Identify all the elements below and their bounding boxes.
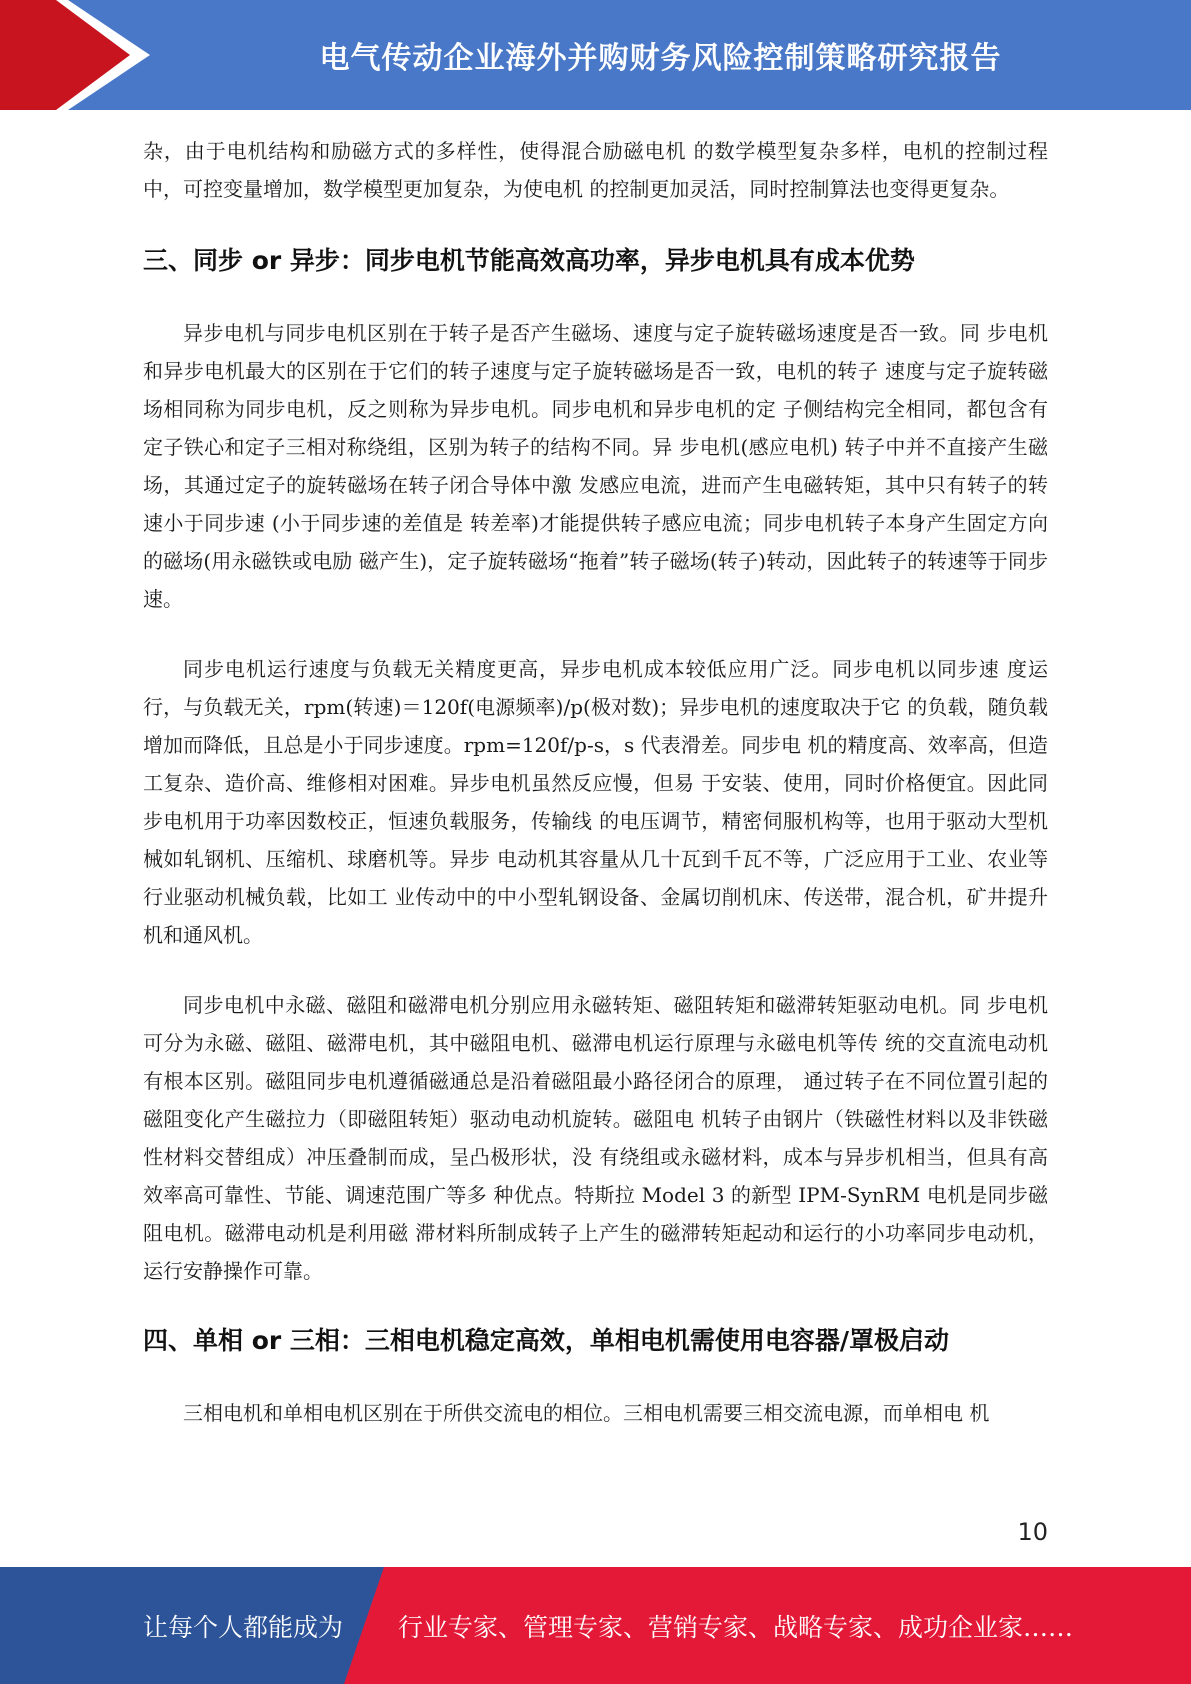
section-4-heading: 四、单相 or 三相：三相电机稳定高效，单相电机需使用电容器/罩极启动 — [143, 1326, 950, 1355]
section-3-paragraph-2: 同步电机运行速度与负载无关精度更高，异步电机成本较低应用广泛。同步电机以同步速 度运行，与负载无关，rpm(转速)＝120f(电源频率)/p(极对数)；异步电机的速度取决于它 的负载，随负载增加而降低，且总是小于同步速度。rpm=120f/p-s，s 代表滑差。同步电 机的精度高、效率高，但造工复杂、造价高、维修相对困难。异步电机虽然反应慢，但易 于安装、使用，同时价格便宜。因此同步电机用于功率因数校正，恒速负载服务，传输线 的电压调节，精密伺服机构等，也用于驱动大型机械如轧钢机、压缩机、球磨机等。异步 电动机其容量从几十瓦到千瓦不等，广泛应用于工业、农业等行业驱动机械负载，比如工 业传动中的中小型轧钢设备、金属切削机床、传送带，混合机，矿井提升机和通风机。 — [143, 657, 1048, 947]
section-4-paragraph-1: 三相电机和单相电机区别在于所供交流电的相位。三相电机需要三相交流电源，而单相电 机 — [183, 1401, 990, 1425]
page-footer — [0, 1567, 1191, 1684]
document-body — [143, 132, 1048, 1432]
intro-paragraph: 杂，由于电机结构和励磁方式的多样性，使得混合励磁电机 的数学模型复杂多样，电机的控制过程中，可控变量增加，数学模型更加复杂，为使电机 的控制更加灵活，同时控制算法也变得更复杂。 — [143, 139, 1048, 201]
section-3-paragraph-3: 同步电机中永磁、磁阻和磁滞电机分别应用永磁转矩、磁阻转矩和磁滞转矩驱动电机。同 步电机可分为永磁、磁阻、磁滞电机，其中磁阻电机、磁滞电机运行原理与永磁电机等传 统的交直流电动机有根本区别。磁阻同步电机遵循磁通总是沿着磁阻最小路径闭合的原理， 通过转子在不同位置引起的磁阻变化产生磁拉力（即磁阻转矩）驱动电动机旋转。磁阻电 机转子由钢片（铁磁性材料以及非铁磁性材料交替组成）冲压叠制而成，呈凸极形状，没 有绕组或永磁材料，成本与异步机相当，但具有高效率高可靠性、节能、调速范围广等多 种优点。特斯拉 Model 3 的新型 IPM-SynRM 电机是同步磁阻电机。磁滞电动机是利用磁 滞材料所制成转子上产生的磁滞转矩起动和运行的小功率同步电动机，运行安静操作可靠。 — [143, 993, 1048, 1283]
footer-slogan-left: 让每个人都能成为 — [143, 1612, 344, 1642]
page-number: 10 — [1017, 1518, 1048, 1546]
section-3-paragraph-1: 异步电机与同步电机区别在于转子是否产生磁场、速度与定子旋转磁场速度是否一致。同 步电机和异步电机最大的区别在于它们的转子速度与定子旋转磁场是否一致，电机的转子 速度与定子旋转磁场相同称为同步电机，反之则称为异步电机。同步电机和异步电机的定 子侧结构完全相同，都包含有定子铁心和定子三相对称绕组，区别为转子的结构不同。异 步电机(感应电机) 转子中并不直接产生磁场，其通过定子的旋转磁场在转子闭合导体中激 发感应电流，进而产生电磁转矩，其中只有转子的转速小于同步速 (小于同步速的差值是 转差率)才能提供转子感应电流；同步电机转子本身产生固定方向的磁场(用永磁铁或电励 磁产生)，定子旋转磁场“拖着”转子磁场(转子)转动，因此转子的转速等于同步速。 — [143, 321, 1048, 611]
page-header — [0, 0, 1191, 110]
footer-slogan-right: 行业专家、管理专家、营销专家、战略专家、成功企业家…… — [398, 1612, 1074, 1642]
section-3-heading: 三、同步 or 异步：同步电机节能高效高功率，异步电机具有成本优势 — [143, 246, 915, 275]
report-title: 电气传动企业海外并购财务风险控制策略研究报告 — [319, 41, 1002, 76]
